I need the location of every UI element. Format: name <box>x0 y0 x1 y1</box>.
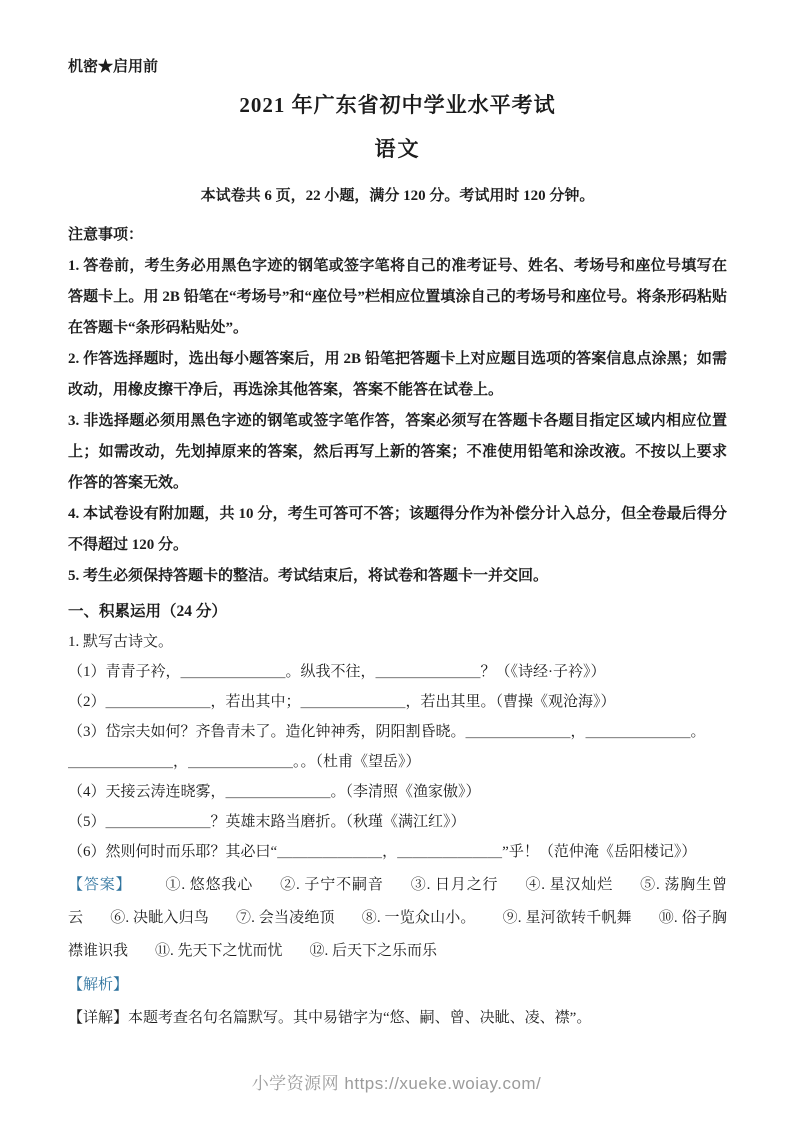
notice-item-1: 1. 答卷前，考生务必用黑色字迹的钢笔或签字笔将自己的准考证号、姓名、考场号和座位号填写在答题卡上。用 2B 铅笔在“考场号”和“座位号”栏相应位置填涂自己的考场号和座位号。将条形码粘贴在答题卡“条形码粘贴处”。 <box>68 258 727 336</box>
notice-heading: 注意事项： <box>68 227 144 243</box>
question-line-3: （3）岱宗夫如何？齐鲁青未了。造化钟神秀，阴阳割昏晓。＿＿＿＿＿＿＿，＿＿＿＿＿＿＿。 <box>68 724 706 740</box>
notice-item-5: 5. 考生必须保持答题卡的整洁。考试结束后，将试卷和答题卡一并交回。 <box>68 568 549 584</box>
question-line-6: （6）然则何时而乐耶？其必曰“＿＿＿＿＿＿＿，＿＿＿＿＿＿＿”乎！（范仲淹《岳阳楼记》） <box>68 844 697 860</box>
detail-line <box>68 1002 727 1034</box>
answer-item-7: ⑦. 会当凌绝顶 <box>235 910 335 926</box>
question-1-body <box>68 657 727 867</box>
footer-watermark <box>0 1069 793 1094</box>
notice-item-4: 4. 本试卷设有附加题，共 10 分，考生可答可不答；该题得分作为补偿分计入总分，但全卷最后得分不得超过 120 分。 <box>68 506 727 553</box>
answer-item-1: ①. 悠悠我心 <box>165 877 254 893</box>
answer-block <box>68 869 727 968</box>
answer-label: 【答案】 <box>68 877 132 893</box>
notice-item-2: 2. 作答选择题时，选出每小题答案后，用 2B 铅笔把答题卡上对应题目选项的答案信息点涂黑；如需改动，用橡皮擦干净后，再选涂其他答案，答案不能答在试卷上。 <box>68 351 727 398</box>
question-line-5: （5）＿＿＿＿＿＿＿？英雄末路当磨折。（秋瑾《满江红》） <box>68 814 466 830</box>
exam-subject: 语文 <box>374 137 421 161</box>
analysis-label-line <box>68 969 727 1001</box>
answer-item-2: ②. 子宁不嗣音 <box>280 877 384 893</box>
detail-label: 【详解】 <box>68 1010 129 1026</box>
section-1-heading: 一、积累运用（24 分） <box>68 603 227 620</box>
answer-item-11: ⑪. 先天下之忧而忧 <box>155 943 283 959</box>
answer-item-12: ⑫. 后天下之乐而乐 <box>309 943 438 959</box>
question-line-4: （4）天接云涛连晓雾，＿＿＿＿＿＿＿。（李清照《渔家傲》） <box>68 784 481 800</box>
question-line-2: （2）＿＿＿＿＿＿＿，若出其中；＿＿＿＿＿＿＿，若出其里。（曹操《观沧海》） <box>68 694 616 710</box>
notice-item-3: 3. 非选择题必须用黑色字迹的钢笔或签字笔作答，答案必须写在答题卡各题目指定区域内相应位置上；如需改动，先划掉原来的答案，然后再写上新的答案；不准使用铅笔和涂改液。不按以上要求作答的答案无效。 <box>68 413 727 491</box>
question-line-3-continued: ＿＿＿＿＿＿＿，＿＿＿＿＿＿＿。。（杜甫《望岳》） <box>68 754 421 770</box>
question-line-1: （1）青青子衿，＿＿＿＿＿＿＿。纵我不往，＿＿＿＿＿＿＿？（《诗经·子衿》） <box>68 664 606 680</box>
answer-item-9: ⑨. 星河欲转千帆舞 <box>502 910 632 926</box>
answer-item-4: ④. 星汉灿烂 <box>525 877 614 893</box>
confidential-label: 机密★启用前 <box>68 59 159 75</box>
exam-title: 2021 年广东省初中学业水平考试 <box>239 93 556 117</box>
answer-item-8: ⑧. 一览众山小。 <box>361 910 476 926</box>
answer-item-3: ③. 日月之行 <box>410 877 499 893</box>
question-1-intro: 1. 默写古诗文。 <box>68 634 174 650</box>
answer-item-10: ⑩. 俗子胸襟谁识我 <box>68 910 727 959</box>
detail-text: 本题考查名句名篇默写。其中易错字为“悠、嗣、曾、决眦、凌、襟”。 <box>128 1010 592 1026</box>
exam-info-line: 本试卷共 6 页，22 小题，满分 120 分。考试用时 120 分钟。 <box>200 188 595 204</box>
notice-section <box>68 220 727 592</box>
analysis-label: 【解析】 <box>68 977 129 993</box>
footer-site-link: 小学资源网 https://xueke.woiay.com/ <box>251 1074 542 1093</box>
answer-item-6: ⑥. 决眦入归鸟 <box>110 910 209 926</box>
answer-item-5: ⑤. 荡胸生曾云 <box>68 877 727 926</box>
